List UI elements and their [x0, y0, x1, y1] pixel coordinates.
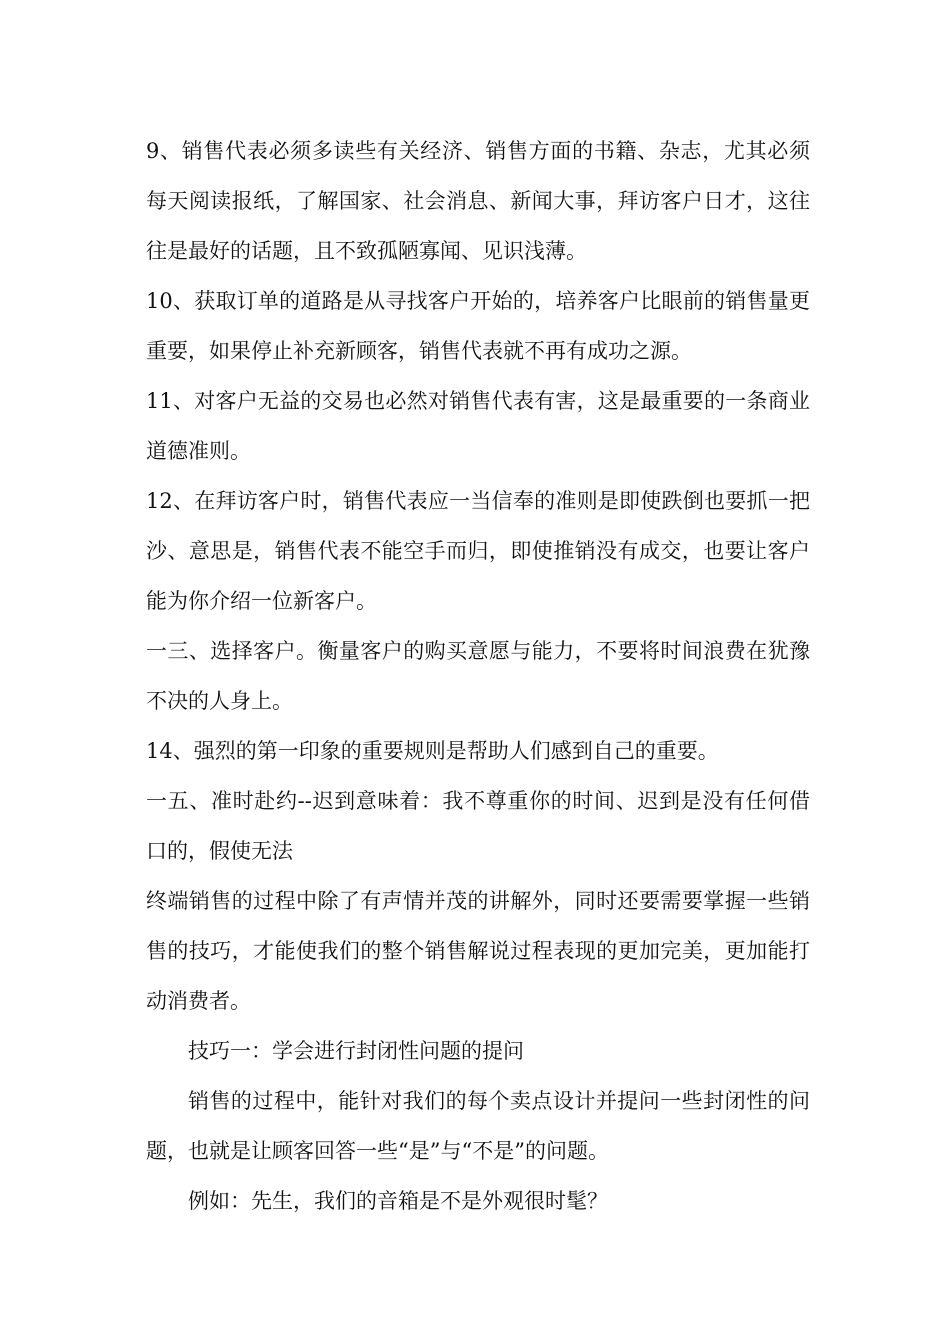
paragraph-terminal-sales: 终端销售的过程中除了有声情并茂的讲解外，同时还要需要掌握一些销售的技巧，才能使我们的整个销售解说过程表现的更加完美，更加能打动消费者。 [146, 889, 810, 1013]
paragraph-example: 例如：先生，我们的音箱是不是外观很时髦？ [188, 1189, 608, 1213]
document-body [146, 126, 810, 1226]
paragraph-closed-questions: 销售的过程中，能针对我们的每个卖点设计并提问一些封闭性的问题，也就是让顾客回答一些“是”与“不是”的问题。 [146, 1089, 810, 1163]
paragraph-tip-12: 12、在拜访客户时，销售代表应一当信奉的准则是即使跌倒也要抓一把沙、意思是，销售代表不能空手而归，即使推销没有成交，也要让客户能为你介绍一位新客户。 [146, 489, 810, 613]
paragraph-tip-15: 一五、准时赴约--迟到意味着：我不尊重你的时间、迟到是没有任何借口的，假使无法 [146, 789, 810, 863]
section-heading-skill-1: 技巧一：学会进行封闭性问题的提问 [188, 1039, 524, 1063]
paragraph-tip-13: 一三、选择客户。衡量客户的购买意愿与能力，不要将时间浪费在犹豫不决的人身上。 [146, 639, 810, 713]
paragraph-tip-14: 14、强烈的第一印象的重要规则是帮助人们感到自己的重要。 [146, 739, 719, 763]
paragraph-tip-10: 10、获取订单的道路是从寻找客户开始的，培养客户比眼前的销售量更重要，如果停止补充新顾客，销售代表就不再有成功之源。 [146, 289, 810, 363]
paragraph-tip-11: 11、对客户无益的交易也必然对销售代表有害，这是最重要的一条商业道德准则。 [146, 389, 810, 463]
paragraph-tip-9: 9、销售代表必须多读些有关经济、销售方面的书籍、杂志，尤其必须每天阅读报纸，了解国家、社会消息、新闻大事，拜访客户日才，这往往是最好的话题，且不致孤陋寡闻、见识浅薄。 [146, 139, 810, 263]
